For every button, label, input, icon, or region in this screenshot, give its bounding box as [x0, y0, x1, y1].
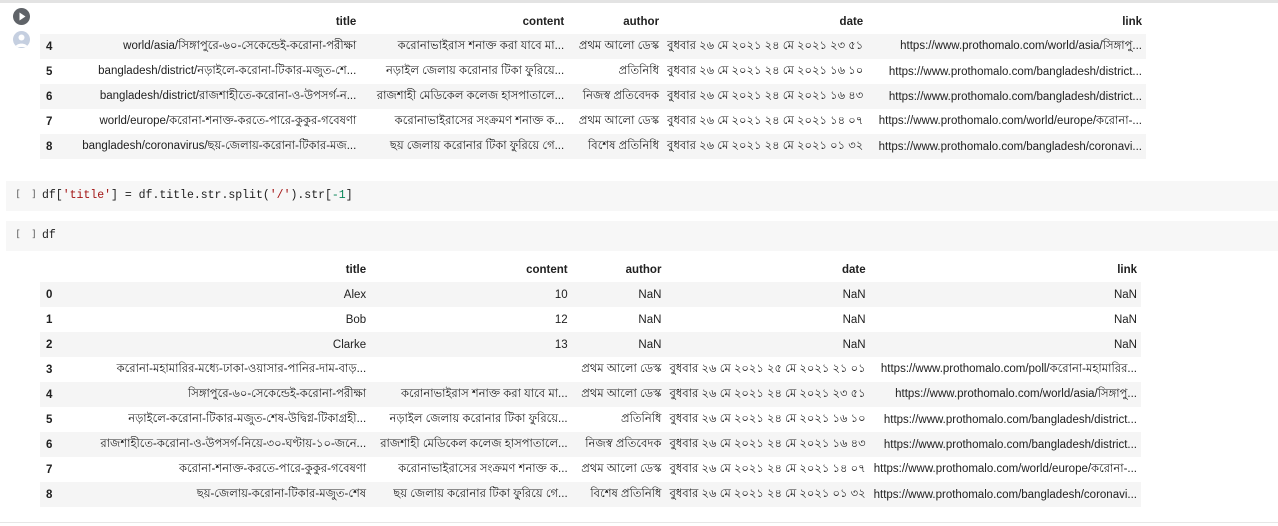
cell-title: world/europe/করোনা-শনাক্ত-করতে-পারে-কুকুর-গবেষণা [99, 115, 357, 127]
column-header-link: link [1117, 264, 1137, 276]
cell-link: https://www.prothomalo.com/poll/করোনা-মহামারির... [880, 363, 1137, 375]
cell-title: নড়াইলে-করোনা-টিকার-মজুত-শেষ-উদ্বিগ্ন-টিকাগ্রহী... [128, 413, 367, 425]
table-row [40, 357, 1141, 382]
play-icon [13, 8, 30, 25]
table-row [40, 109, 1146, 134]
cell-content: রাজশাহী মেডিকেল কলেজ হাসপাতালে... [370, 432, 571, 457]
cell-index: 2 [40, 332, 64, 357]
cell-date: বুধবার ২৬ মে ২০২১ ২৪ মে ২০২১ ১৪ ০৭ [667, 115, 864, 127]
code-text[interactable]: df [42, 229, 56, 242]
table-row [40, 382, 1141, 407]
cell-title: world/asia/সিঙ্গাপুরে-৬০-সেকেন্ডেই-করোনা-পরীক্ষা [68, 34, 360, 59]
cell-index: 5 [46, 413, 53, 426]
table-header-row [40, 10, 1146, 34]
cell-author: NaN [572, 282, 666, 307]
cell-content: নড়াইল জেলায় করোনার টিকা ফুরিয়ে... [389, 413, 568, 425]
table-row [40, 332, 1141, 357]
cell-index: 7 [46, 463, 53, 476]
table-row [40, 84, 1146, 109]
cell-title: Clarke [64, 332, 370, 357]
cell-date: বুধবার ২৬ মে ২০২১ ২৪ মে ২০২১ ২৩ ৫১ [663, 34, 867, 59]
index-header [40, 10, 68, 34]
cell-author: NaN [638, 313, 662, 326]
cell-content: নড়াইল জেলায় করোনার টিকা ফুরিয়ে... [386, 65, 565, 77]
cell-index: 0 [40, 282, 64, 307]
cell-title: bangladesh/district/রাজশাহীতে-করোনা-ও-উপসর্গ-ন... [68, 84, 360, 109]
cell-run-indicator[interactable]: [ ] [15, 229, 40, 240]
index-header [40, 258, 64, 282]
table-row [40, 407, 1141, 432]
code-cell-df[interactable] [6, 221, 1278, 251]
cell-index: 6 [40, 84, 68, 109]
cell-date: বুধবার ২৬ মে ২০২১ ২৪ মে ২০২১ ১৪ ০৭ [669, 463, 866, 475]
run-cell-button[interactable] [13, 8, 30, 25]
cell-author: NaN [572, 332, 666, 357]
cell-author: নিজস্ব প্রতিবেদক [568, 84, 663, 109]
cell-link: NaN [1113, 313, 1137, 326]
cell-content: করোনাভাইরাসের সংক্রমণ শনাক্ত ক... [398, 463, 568, 475]
cell-content: করোনাভাইরাস শনাক্ত করা যাবে মা... [360, 34, 568, 59]
column-header-author: author [623, 16, 660, 28]
cell-index: 4 [40, 382, 64, 407]
cell-index: 7 [46, 115, 53, 128]
table-row [40, 457, 1141, 482]
cell-link: NaN [870, 282, 1141, 307]
cell-link: https://www.prothomalo.com/bangladesh/district... [888, 65, 1142, 78]
column-header-link: link [1122, 16, 1142, 28]
dataframe-output-2 [40, 258, 1141, 507]
cell-link: https://www.prothomalo.com/world/asia/সিঙ্গাপু... [867, 34, 1146, 59]
cell-index: 1 [46, 313, 53, 326]
cell-title: bangladesh/coronavirus/ছয়-জেলায়-করোনা-টিকার-মজ... [68, 134, 360, 159]
table-row [40, 34, 1146, 59]
cell-date: বুধবার ২৬ মে ২০২১ ২৪ মে ২০২১ ১৬ ১০ [667, 65, 864, 77]
cell-date: বুধবার ২৬ মে ২০২১ ২৪ মে ২০২১ ০১ ৩২ [663, 134, 867, 159]
cell-title: করোনা-শনাক্ত-করতে-পারে-কুকুর-গবেষণা [178, 463, 367, 475]
column-header-content: content [526, 264, 568, 276]
dataframe-output-1 [40, 10, 1146, 159]
top-divider [0, 0, 1278, 3]
cell-date: বুধবার ২৬ মে ২০২১ ২৫ মে ২০২১ ২১ ০১ [669, 363, 866, 375]
code-cell-split[interactable] [6, 181, 1278, 211]
cell-author: প্রথম আলো ডেস্ক [578, 115, 660, 127]
cell-author: প্রথম আলো ডেস্ক [581, 463, 662, 475]
cell-link: https://www.prothomalo.com/bangladesh/district... [883, 413, 1137, 426]
bottom-divider [0, 522, 1278, 523]
cell-title: Bob [345, 313, 367, 326]
table-row [40, 282, 1141, 307]
cell-date: NaN [842, 313, 866, 326]
cell-content: 12 [554, 313, 568, 326]
cell-title: Alex [64, 282, 370, 307]
table-row [40, 432, 1141, 457]
cell-date: বুধবার ২৬ মে ২০২১ ২৪ মে ২০২১ ১৬ ৪৩ [663, 84, 867, 109]
cell-link: https://www.prothomalo.com/bangladesh/district... [867, 84, 1146, 109]
cell-link: NaN [870, 332, 1141, 357]
cell-date: NaN [665, 282, 869, 307]
cell-index: 8 [40, 134, 68, 159]
cell-index: 4 [40, 34, 68, 59]
column-header-author: author [625, 264, 662, 276]
table-header-row [40, 258, 1141, 282]
cell-link: https://www.prothomalo.com/bangladesh/coronavi... [870, 482, 1141, 507]
cell-index: 5 [46, 65, 53, 78]
cell-index: 8 [40, 482, 64, 507]
cell-author: নিজস্ব প্রতিবেদক [572, 432, 666, 457]
cell-link: https://www.prothomalo.com/world/asia/সিঙ্গাপু... [870, 382, 1141, 407]
cell-title: রাজশাহীতে-করোনা-ও-উপসর্গ-নিয়ে-৩০-ঘণ্টায়-১০-জনে... [64, 432, 370, 457]
cell-author: বিশেষ প্রতিনিধি [572, 482, 666, 507]
cell-title: bangladesh/district/নড়াইলে-করোনা-টিকার-মজুত-শে... [98, 65, 357, 77]
table-row [40, 134, 1146, 159]
table-row [40, 59, 1146, 84]
column-header-date: date [839, 16, 864, 28]
cell-run-indicator[interactable]: [ ] [15, 189, 40, 200]
cell-content: ছয় জেলায় করোনার টিকা ফুরিয়ে গে... [360, 134, 568, 159]
cell-link: https://www.prothomalo.com/bangladesh/district... [870, 432, 1141, 457]
cell-content: 13 [370, 332, 571, 357]
cell-title: ছয়-জেলায়-করোনা-টিকার-মজুত-শেষ [64, 482, 370, 507]
cell-link: https://www.prothomalo.com/world/europe/করোনা-... [873, 463, 1137, 475]
cell-link: https://www.prothomalo.com/world/europe/করোনা-... [878, 115, 1142, 127]
cell-date: NaN [665, 332, 869, 357]
cell-author: প্রথম আলো ডেস্ক [568, 34, 663, 59]
column-header-date: date [841, 264, 866, 276]
cell-title: করোনা-মহামারির-মধ্যে-ঢাকা-ওয়াসার-পানির-দাম-বাড়... [116, 363, 367, 375]
cell-author: প্রতিনিধি [618, 65, 660, 77]
cell-content [370, 357, 571, 382]
cell-content: ছয় জেলায় করোনার টিকা ফুরিয়ে গে... [370, 482, 571, 507]
cell-date: বুধবার ২৬ মে ২০২১ ২৪ মে ২০২১ ১৬ ৪৩ [665, 432, 869, 457]
cell-date: বুধবার ২৬ মে ২০২১ ২৪ মে ২০২১ ১৬ ১০ [669, 413, 866, 425]
cell-link: https://www.prothomalo.com/bangladesh/coronavi... [867, 134, 1146, 159]
cell-author: বিশেষ প্রতিনিধি [568, 134, 663, 159]
table-row [40, 307, 1141, 332]
cell-index: 3 [46, 363, 53, 376]
cell-author: প্রথম আলো ডেস্ক [581, 363, 662, 375]
cell-author: প্রতিনিধি [621, 413, 662, 425]
column-header-title: title [335, 16, 357, 28]
column-header-title: title [345, 264, 367, 276]
cell-date: বুধবার ২৬ মে ২০২১ ২৪ মে ২০২১ ০১ ৩২ [665, 482, 869, 507]
cell-author: প্রথম আলো ডেস্ক [572, 382, 666, 407]
cell-date: বুধবার ২৬ মে ২০২১ ২৪ মে ২০২১ ২৩ ৫১ [665, 382, 869, 407]
column-header-content: content [522, 16, 565, 28]
cell-content: রাজশাহী মেডিকেল কলেজ হাসপাতালে... [360, 84, 568, 109]
cell-content: করোনাভাইরাস শনাক্ত করা যাবে মা... [370, 382, 571, 407]
code-text[interactable]: df['title'] = df.title.str.split('/').str[-1] [42, 189, 353, 202]
avatar-icon [13, 31, 30, 48]
cell-title: সিঙ্গাপুরে-৬০-সেকেন্ডেই-করোনা-পরীক্ষা [64, 382, 370, 407]
cell-index: 6 [40, 432, 64, 457]
cell-content: করোনাভাইরাসের সংক্রমণ শনাক্ত ক... [394, 115, 565, 127]
cell-content: 10 [370, 282, 571, 307]
table-row [40, 482, 1141, 507]
